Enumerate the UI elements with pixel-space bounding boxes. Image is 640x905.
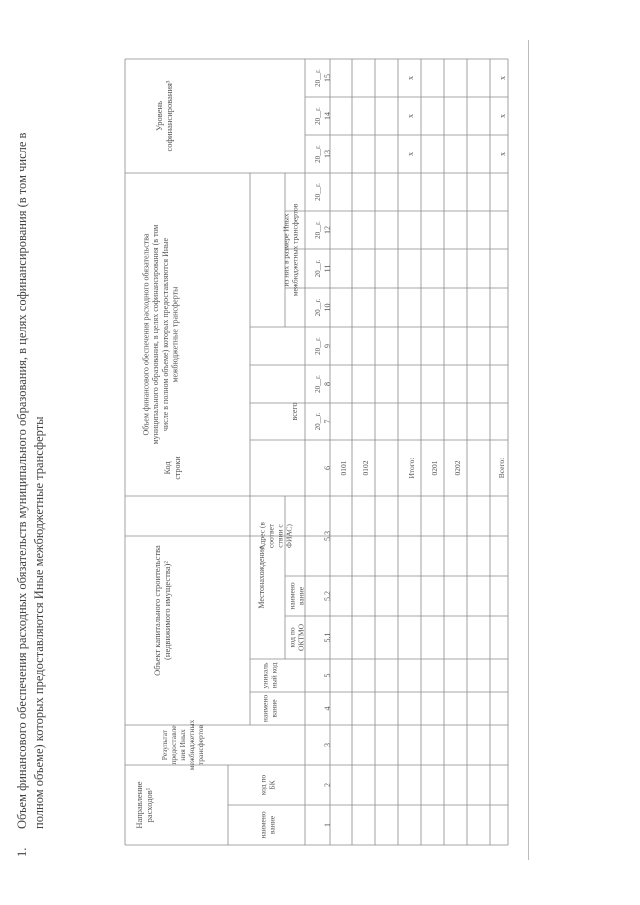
heading-number: 1.: [15, 847, 29, 857]
header-level: Уровеньсофинансирования³: [153, 80, 175, 152]
level-dash: x: [406, 152, 415, 156]
header-direction-code: код поБК: [258, 774, 277, 796]
column-number: 5.2: [323, 591, 332, 601]
column-number: 5.3: [323, 531, 332, 541]
header-direction-name: наименование: [258, 811, 277, 839]
heading-line-1: Объем финансового обеспечения расходных обязательств муниципального образования, в целях софинансирования (в том числе в: [15, 132, 29, 829]
header-year-label: 20__г.: [314, 298, 322, 317]
column-number: 5.1: [323, 632, 332, 643]
header-funding: Объем финансового обеспечения расходного обязательствамуниципального образования, в целях софинансирования (в томчисле в полном объеме) которых предоставляются Иныемежбюджетные трансферты: [141, 224, 180, 445]
column-number: 1: [323, 823, 332, 827]
header-object: Объект капитального строительства(недвижимого имущества)²: [151, 545, 173, 676]
heading-line-2: полном объеме) которых предоставляются Иные межбюджетные трансферты: [32, 416, 46, 829]
header-location-name: наименование: [287, 582, 306, 610]
row-code-0201: 0201: [430, 460, 439, 476]
header-oktmo: код поОКТМО: [287, 624, 306, 651]
column-number: 2: [323, 783, 332, 787]
level-dash: x: [406, 76, 415, 80]
header-result: Результатпредоставления Иныхмежбюджетныхтрансфертов: [160, 719, 205, 771]
column-number: 14: [323, 112, 332, 120]
header-row-code: Кодстроки: [163, 456, 182, 480]
column-number: 12: [323, 226, 332, 234]
header-including: из них в размере Иныхмежбюджетных трансфертов: [281, 203, 300, 297]
level-dash: x: [498, 76, 507, 80]
header-year-label: 20__г.: [314, 337, 322, 355]
column-number: 15: [323, 74, 332, 82]
header-year-label: 20__г.: [314, 221, 322, 239]
column-number: 10: [323, 303, 332, 312]
column-number: 11: [323, 264, 332, 273]
header-total: всего: [290, 402, 299, 421]
header-location: Местонахождение: [257, 546, 266, 609]
column-number: 8: [323, 382, 332, 386]
header-year-label: 20__г.: [314, 107, 322, 125]
row-total-label: Всего:: [497, 457, 506, 479]
level-dash: x: [498, 152, 507, 156]
header-year-label: 20__г.: [314, 259, 322, 278]
header-direction: Направлениерасходов¹: [133, 781, 155, 829]
row-code-0102: 0102: [361, 460, 370, 476]
column-number: 3: [323, 743, 332, 747]
header-year-label: 20__г.: [314, 412, 322, 431]
column-number: 4: [323, 706, 332, 711]
level-dash: x: [498, 114, 507, 118]
row-code-0202: 0202: [453, 460, 462, 476]
header-year-label: 20__г.: [314, 183, 322, 201]
level-dash: x: [406, 114, 415, 118]
column-number: 9: [323, 344, 332, 348]
column-number: 7: [323, 419, 332, 424]
column-number: 6: [323, 466, 332, 470]
row-code-0101: 0101: [339, 460, 348, 476]
row-subtotal-label: Итого:: [407, 457, 416, 479]
column-number: 13: [323, 150, 332, 158]
header-year-label: 20__г.: [314, 145, 322, 163]
header-object-unique: уникальный код: [260, 662, 279, 689]
header-object-name: наименование: [260, 694, 279, 723]
column-number: 5: [323, 673, 332, 678]
header-year-label: 20__г.: [314, 375, 322, 393]
header-address: Адрес (всоответствии сФИАС): [257, 522, 294, 550]
header-year-label: 20__г.: [314, 69, 322, 87]
